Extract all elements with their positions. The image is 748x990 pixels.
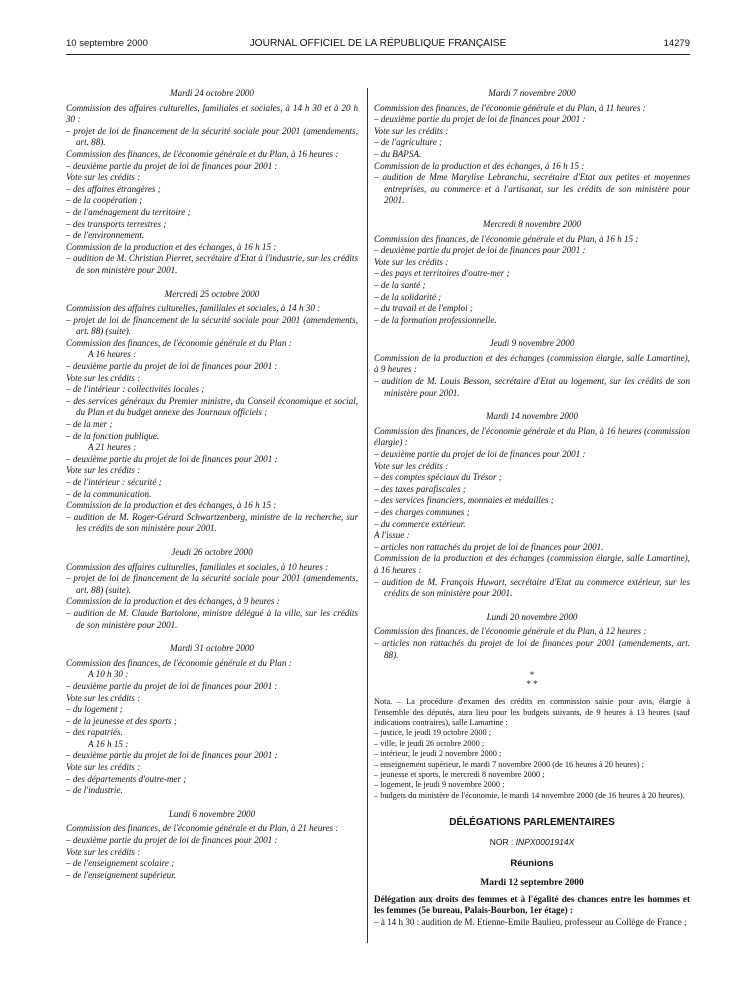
agenda-item: – des charges communes ; xyxy=(374,507,470,517)
agenda-item: – deuxième partie du projet de loi de finances pour 2001 : xyxy=(374,114,586,125)
section-date: Mercredi 8 novembre 2000 xyxy=(482,218,582,229)
delegation-description: Délégation aux droits des femmes et à l'égalité des chances entre les hommes et les femmes (5e bureau, Palais-Bourbon, 1er étage) : xyxy=(374,893,690,916)
right-column-schedule xyxy=(374,88,690,661)
vote-label: Vote sur les crédits : xyxy=(66,465,141,476)
agenda-item: – audition de M. Roger-Gérard Schwartzenberg, ministre de la recherche, sur les crédits de son ministère pour 2001. xyxy=(66,511,358,534)
agenda-item: – de la communication. xyxy=(66,488,152,499)
nota-list xyxy=(374,728,690,801)
right-column xyxy=(374,88,690,928)
agenda-item: – projet de loi de financement de la sécurité sociale pour 2001 (amendements, art. 88) (suite). xyxy=(66,314,358,337)
vote-label: Vote sur les crédits : xyxy=(66,762,141,773)
commission-heading: Commission des affaires culturelles, familiales et sociales, à 14 h 30 : xyxy=(66,303,321,314)
agenda-item: – de l'industrie. xyxy=(66,785,123,796)
nota-item: – enseignement supérieur, le mardi 7 novembre 2000 (de 16 heures à 20 heures) ; xyxy=(374,759,644,769)
page-header xyxy=(66,38,690,52)
commission-heading: Commission des finances, de l'économie générale et du Plan, à 16 heures : xyxy=(66,148,339,159)
agenda-item: – de l'intérieur : collectivités locales ; xyxy=(66,384,205,395)
header-page-number: 14279 xyxy=(663,38,690,49)
time-slot: A 16 h 15 : xyxy=(88,738,129,749)
agenda-item: – projet de loi de financement de la sécurité sociale pour 2001 (amendements, art. 88). xyxy=(66,125,358,148)
left-column xyxy=(66,88,358,881)
agenda-item: – de la mer ; xyxy=(66,419,113,430)
commission-heading: Commission de la production et des échanges (commission élargie, salle Lamartine), à 16 heures : xyxy=(374,553,690,575)
section-date: Mardi 14 novembre 2000 xyxy=(485,411,579,422)
nota-item: – ville, le jeudi 26 octobre 2000 ; xyxy=(374,738,485,748)
agenda-item: – de l'agriculture ; xyxy=(374,137,443,148)
agenda-item: – audition de M. Louis Besson, secrétaire d'Etat au logement, sur les crédits de son ministère pour 2001. xyxy=(374,376,690,398)
agenda-item: – de la jeunesse et des sports ; xyxy=(66,715,177,726)
agenda-item: – de la santé ; xyxy=(374,279,426,290)
agenda-item: – des comptes spéciaux du Trésor ; xyxy=(374,472,502,483)
agenda-item: – projet de loi de financement de la sécurité sociale pour 2001 (amendements, art. 88) (suite). xyxy=(66,573,358,595)
commission-heading: Commission de la production et des échanges, à 16 h 15 : xyxy=(66,500,277,511)
nota-item: – jeunesse et sports, le mercredi 8 novembre 2000 ; xyxy=(374,769,545,779)
vote-label: Vote sur les crédits : xyxy=(66,692,141,703)
section-date: Mercredi 25 octobre 2000 xyxy=(164,288,260,299)
agenda-item: – audition de Mme Marylise Lebranchu, secrétaire d'Etat aux petites et moyennes entreprises, au commerce et à l'artisanat, sur les crédits de son ministère pour 2001. xyxy=(374,172,690,206)
agenda-item: – deuxième partie du projet de loi de finances pour 2001 : xyxy=(66,453,278,464)
reunions-heading: Réunions xyxy=(510,858,554,870)
section-date: Lundi 20 novembre 2000 xyxy=(486,611,578,622)
section-date: Jeudi 9 novembre 2000 xyxy=(489,338,575,349)
agenda-item: – de l'enseignement scolaire ; xyxy=(66,858,175,869)
agenda-item: – de l'aménagement du territoire ; xyxy=(66,206,191,217)
agenda-item: – de la fonction publique. xyxy=(66,430,160,441)
agenda-item: – deuxième partie du projet de loi de finances pour 2001 : xyxy=(374,449,586,460)
nota-section xyxy=(374,697,690,801)
nota-item: – logement, le jeudi 9 novembre 2000 ; xyxy=(374,780,505,790)
agenda-item: – des rapatriés. xyxy=(66,727,123,738)
vote-label: Vote sur les crédits : xyxy=(374,460,449,471)
commission-heading: Commission de la production et des échanges, à 16 h 15 : xyxy=(374,160,585,171)
vote-label: Vote sur les crédits : xyxy=(66,172,141,183)
commission-heading: Commission des finances, de l'économie générale et du Plan, à 16 h 15 : xyxy=(374,233,639,244)
agenda-item: – deuxième partie du projet de loi de finances pour 2001 : xyxy=(374,245,586,256)
column-divider xyxy=(367,88,368,943)
agenda-item: – des taxes parafiscales ; xyxy=(374,483,466,494)
agenda-item: – deuxième partie du projet de loi de finances pour 2001 : xyxy=(66,680,278,691)
nota-lead: Nota. – La procédure d'examen des crédits en commission saisie pour avis, élargie à l'ensemble des députés, aura lieu pour les budgets suivants, de 9 heures à 13 heures (sauf indications contraires), salle Lamartine : xyxy=(374,697,690,727)
agenda-item: – des services financiers, monnaies et médailles ; xyxy=(374,495,554,506)
agenda-item: – audition de M. Christian Pierret, secrétaire d'Etat à l'industrie, sur les crédits de son ministère pour 2001. xyxy=(66,253,358,275)
agenda-item: – articles non rattachés du projet de loi de finances pour 2001. xyxy=(374,541,604,552)
header-rule xyxy=(66,54,690,55)
commission-heading: Commission de la production et des échanges (commission élargie, salle Lamartine), à 9 heures : xyxy=(374,352,690,375)
agenda-item: – des services généraux du Premier ministre, du Conseil économique et social, du Plan et du budget annexe des Journaux officiels ; xyxy=(66,395,358,418)
commission-heading: Commission des finances, de l'économie générale et du Plan : xyxy=(66,657,292,668)
vote-label: Vote sur les crédits : xyxy=(66,846,141,857)
header-journal-title: JOURNAL OFFICIEL DE LA RÉPUBLIQUE FRANÇAISE xyxy=(249,38,507,49)
section-date: Jeudi 26 octobre 2000 xyxy=(171,546,253,557)
header-date: 10 septembre 2000 xyxy=(66,38,148,49)
vote-label: Vote sur les crédits : xyxy=(374,256,449,267)
nor-code: INPX0001914X xyxy=(515,836,575,847)
star-top: * xyxy=(529,670,535,681)
delegation-date: Mardi 12 septembre 2000 xyxy=(480,877,584,888)
agenda-item: – des affaires étrangères ; xyxy=(66,183,161,194)
section-date: Mardi 31 octobre 2000 xyxy=(170,643,254,654)
agenda-item: – des départements d'outre-mer ; xyxy=(66,773,187,784)
nor-reference xyxy=(374,837,690,849)
nor-label: NOR : xyxy=(489,836,514,847)
agenda-item: – de l'intérieur : sécurité ; xyxy=(66,477,162,487)
commission-heading: Commission de la production et des échanges, à 9 heures : xyxy=(66,596,280,607)
nota-item: – justice, le jeudi 19 octobre 2000 ; xyxy=(374,728,492,738)
commission-heading: Commission des finances, de l'économie générale et du Plan, à 12 heures : xyxy=(374,626,647,637)
vote-label: Vote sur les crédits : xyxy=(374,125,449,136)
agenda-item: – du logement ; xyxy=(66,704,123,715)
section-date: Mardi 7 novembre 2000 xyxy=(488,88,576,98)
section-date: Mardi 24 octobre 2000 xyxy=(170,88,254,98)
commission-heading: Commission des finances, de l'économie générale et du Plan, à 16 heures (commission élargie) : xyxy=(374,425,690,448)
agenda-item: – du travail et de l'emploi ; xyxy=(374,303,473,314)
vote-label: A l'issue : xyxy=(374,530,410,541)
time-slot: A 21 heures : xyxy=(88,442,137,453)
nota-item: – budgets du ministère de l'économie, le mardi 14 novembre 2000 (de 16 heures à 20 heures). xyxy=(374,790,685,800)
agenda-item: – deuxième partie du projet de loi de finances pour 2001 : xyxy=(66,835,278,846)
agenda-item: – du BAPSA. xyxy=(374,148,422,159)
section-date: Lundi 6 novembre 2000 xyxy=(168,808,256,819)
commission-heading: Commission des finances, de l'économie générale et du Plan, à 21 heures : xyxy=(66,823,339,834)
commission-heading: Commission des affaires culturelles, familiales et sociales, à 14 h 30 et à 20 h 30 : xyxy=(66,102,358,125)
agenda-item: – du commerce extérieur. xyxy=(374,518,466,529)
commission-heading: Commission des finances, de l'économie générale et du Plan, à 11 heures : xyxy=(374,102,646,113)
commission-heading: Commission de la production et des échanges, à 16 h 15 : xyxy=(66,241,277,252)
delegation-item: – à 14 h 30 : audition de M. Etienne-Emile Baulieu, professeur au Collège de France ; xyxy=(374,916,687,927)
agenda-item: – des pays et territoires d'outre-mer ; xyxy=(374,268,510,279)
commission-heading: Commission des affaires culturelles, familiales et sociales, à 10 heures : xyxy=(66,561,329,572)
vote-label: Vote sur les crédits : xyxy=(66,372,141,383)
agenda-item: – articles non rattachés du projet de loi de finances pour 2001 (amendements, art. 88). xyxy=(374,637,690,660)
agenda-item: – de la coopération ; xyxy=(66,195,143,206)
agenda-item: – de l'enseignement supérieur. xyxy=(66,869,177,880)
agenda-item: – audition de M. Claude Bartolone, ministre délégué à la ville, sur les crédits de son ministère pour 2001. xyxy=(66,607,358,630)
agenda-item: – de l'environnement. xyxy=(66,230,145,241)
agenda-item: – deuxième partie du projet de loi de finances pour 2001 : xyxy=(66,750,278,761)
nota-item: – intérieur, le jeudi 2 novembre 2000 ; xyxy=(374,749,502,759)
delegations-title: DÉLÉGATIONS PARLEMENTAIRES xyxy=(449,817,615,829)
agenda-item: – de la formation professionnelle. xyxy=(374,314,497,325)
agenda-item: – deuxième partie du projet de loi de finances pour 2001 : xyxy=(66,361,278,372)
agenda-item: – de la solidarité ; xyxy=(374,291,442,302)
star-bottom: * * xyxy=(526,679,538,690)
time-slot: A 16 heures : xyxy=(88,349,137,360)
agenda-item: – audition de M. François Huwart, secrétaire d'Etat au commerce extérieur, sur les crédits de son ministère pour 2001. xyxy=(374,576,690,599)
section-stars xyxy=(374,671,690,689)
agenda-item: – des transports terrestres ; xyxy=(66,218,167,229)
commission-heading: Commission des finances, de l'économie générale et du Plan : xyxy=(66,337,292,348)
agenda-item: – deuxième partie du projet de loi de finances pour 2001 : xyxy=(66,160,278,171)
time-slot: A 10 h 30 : xyxy=(88,669,129,680)
